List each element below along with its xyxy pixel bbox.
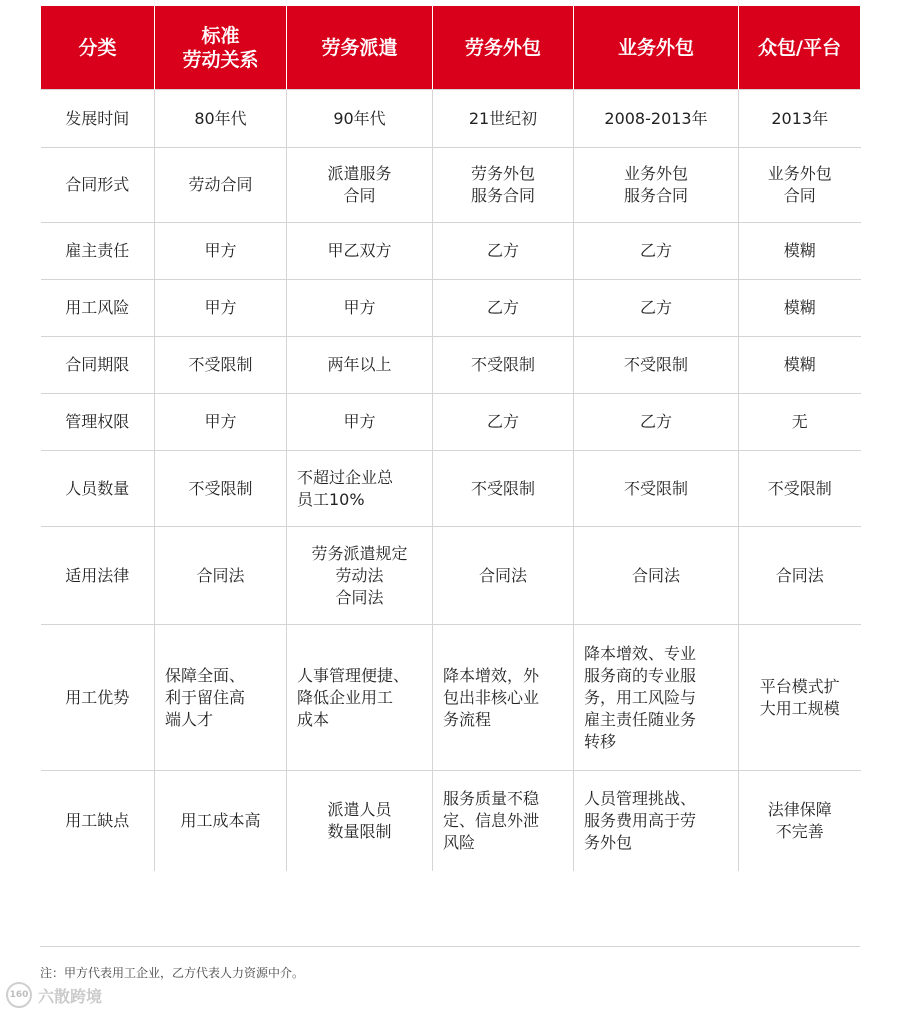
table-cell: 法律保障 不完善: [739, 771, 861, 871]
table-cell: 合同法: [574, 527, 739, 625]
table-row: [41, 90, 861, 148]
table-cell: 保障全面、 利于留住高 端人才: [155, 625, 287, 771]
table-cell: 派遣人员 数量限制: [287, 771, 433, 871]
comparison-table: [40, 6, 861, 871]
row-label: 合同形式: [41, 148, 155, 223]
table-cell: 甲方: [155, 280, 287, 337]
table-cell: 乙方: [433, 280, 574, 337]
table-cell: 甲方: [287, 280, 433, 337]
table-cell: 乙方: [433, 394, 574, 451]
header-labor-outsourcing: 劳务外包: [433, 6, 574, 90]
row-label: 管理权限: [41, 394, 155, 451]
footnote: 注：甲方代表用工企业，乙方代表人力资源中介。: [40, 966, 305, 980]
table-cell: 甲乙双方: [287, 223, 433, 280]
table-cell: 乙方: [574, 280, 739, 337]
table-cell: 无: [739, 394, 861, 451]
table-cell: 甲方: [155, 223, 287, 280]
table-cell: 甲方: [155, 394, 287, 451]
table-cell: 不受限制: [739, 451, 861, 527]
table-cell: 不受限制: [433, 451, 574, 527]
row-label: 发展时间: [41, 90, 155, 148]
table-row: [41, 280, 861, 337]
watermark: [6, 982, 102, 1008]
table-cell: 降本增效，外 包出非核心业 务流程: [433, 625, 574, 771]
table-cell: 不受限制: [574, 451, 739, 527]
table-cell: 乙方: [574, 394, 739, 451]
row-label: 适用法律: [41, 527, 155, 625]
table-row: [41, 451, 861, 527]
table-cell: 90年代: [287, 90, 433, 148]
header-standard-labor: 标准 劳动关系: [155, 6, 287, 90]
table-cell: 人事管理便捷、 降低企业用工 成本: [287, 625, 433, 771]
table-cell: 80年代: [155, 90, 287, 148]
table-header-row: [41, 6, 861, 90]
table-cell: 2008-2013年: [574, 90, 739, 148]
table-cell: 乙方: [433, 223, 574, 280]
table-cell: 模糊: [739, 223, 861, 280]
table-cell: 合同法: [155, 527, 287, 625]
table-cell: 降本增效、专业 服务商的专业服 务，用工风险与 雇主责任随业务 转移: [574, 625, 739, 771]
header-labor-dispatch: 劳务派遣: [287, 6, 433, 90]
table-cell: 不受限制: [155, 451, 287, 527]
row-label: 雇主责任: [41, 223, 155, 280]
header-business-outsourcing: 业务外包: [574, 6, 739, 90]
table-row: [41, 394, 861, 451]
table-cell: 2013年: [739, 90, 861, 148]
table-cell: 不超过企业总 员工10%: [287, 451, 433, 527]
table-row: [41, 527, 861, 625]
row-label: 用工风险: [41, 280, 155, 337]
table-cell: 不受限制: [433, 337, 574, 394]
table-cell: 服务质量不稳 定、信息外泄 风险: [433, 771, 574, 871]
row-label: 合同期限: [41, 337, 155, 394]
table-cell: 平台模式扩 大用工规模: [739, 625, 861, 771]
table-cell: 模糊: [739, 280, 861, 337]
table-row: [41, 148, 861, 223]
table-cell: 甲方: [287, 394, 433, 451]
table-cell: 不受限制: [155, 337, 287, 394]
header-crowdsourcing-platform: 众包/平台: [739, 6, 861, 90]
row-label: 用工优势: [41, 625, 155, 771]
table-cell: 劳务外包 服务合同: [433, 148, 574, 223]
table-cell: 两年以上: [287, 337, 433, 394]
table-cell: 乙方: [574, 223, 739, 280]
table-row: [41, 771, 861, 871]
table-cell: 业务外包 服务合同: [574, 148, 739, 223]
table-cell: 劳动合同: [155, 148, 287, 223]
row-label: 人员数量: [41, 451, 155, 527]
table-cell: 劳务派遣规定 劳动法 合同法: [287, 527, 433, 625]
table-cell: 模糊: [739, 337, 861, 394]
table-cell: 人员管理挑战、 服务费用高于劳 务外包: [574, 771, 739, 871]
table-cell: 不受限制: [574, 337, 739, 394]
table-cell: 21世纪初: [433, 90, 574, 148]
row-label: 用工缺点: [41, 771, 155, 871]
table-row: [41, 337, 861, 394]
table-cell: 合同法: [433, 527, 574, 625]
watermark-text: 六散跨境: [38, 986, 103, 1006]
table-cell: 业务外包 合同: [739, 148, 861, 223]
watermark-logo-icon: 160: [6, 982, 32, 1008]
table-row: [41, 223, 861, 280]
table-cell: 合同法: [739, 527, 861, 625]
table-row: [41, 625, 861, 771]
table-cell: 用工成本高: [155, 771, 287, 871]
footer-divider: [40, 946, 860, 947]
header-category: 分类: [41, 6, 155, 90]
table-cell: 派遣服务 合同: [287, 148, 433, 223]
